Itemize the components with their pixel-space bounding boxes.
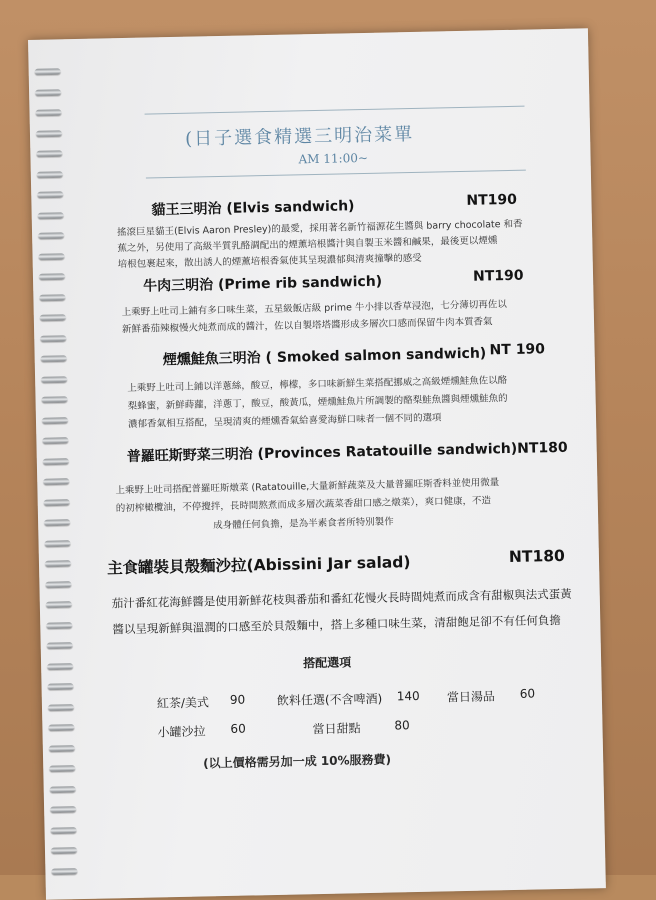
service-charge-note: (以上價格需另加一成 10%服務費) bbox=[203, 752, 392, 771]
binding-ring bbox=[51, 868, 77, 875]
title-bottom-rule bbox=[146, 170, 526, 179]
binding-ring bbox=[35, 68, 61, 75]
title-top-rule bbox=[145, 106, 525, 115]
binding-ring bbox=[36, 130, 62, 137]
item-name-prime-rib: 牛肉三明治 (Prime rib sandwich) bbox=[143, 273, 383, 295]
item-name-jar-salad: 主食罐裝貝殼麵沙拉(Abissini Jar salad) bbox=[106, 553, 411, 578]
item-name-salmon: 煙燻鮭魚三明治 ( Smoked salmon sandwich) bbox=[162, 345, 487, 369]
menu-page bbox=[28, 28, 606, 900]
binding-ring bbox=[50, 786, 76, 793]
binding-ring bbox=[47, 683, 73, 690]
option-price: 60 bbox=[230, 721, 246, 736]
item-price-salmon: NT 190 bbox=[489, 341, 546, 359]
binding-ring bbox=[37, 191, 63, 198]
binding-ring bbox=[41, 396, 67, 403]
binding-ring bbox=[39, 294, 65, 301]
item-price-prime-rib: NT190 bbox=[472, 267, 524, 285]
binding-ring bbox=[45, 581, 71, 588]
item-desc-line: 的初榨橄欖油，不停攪拌，長時間熬煮而成多層次蔬菜香甜口感之燉菜），爽口健康，不造 bbox=[115, 495, 492, 515]
binding-ring bbox=[38, 253, 64, 260]
binding-ring bbox=[50, 806, 76, 813]
binding-ring bbox=[40, 314, 66, 321]
binding-ring bbox=[43, 458, 69, 465]
menu-time: AM 11:00~ bbox=[298, 150, 369, 167]
option-price: 90 bbox=[229, 692, 246, 707]
option-label: 當日湯品 bbox=[446, 689, 496, 705]
item-desc-line: 濃郁香氣相互搭配，呈現清爽的煙燻香氣給喜愛海鮮口味者一個不同的選項 bbox=[127, 412, 442, 430]
binding-ring bbox=[46, 601, 72, 608]
item-desc-line: 搖滾巨星貓王(Elvis Aaron Presley)的最愛，採用著名新竹福源花生醬與 barry chocolate 和香 bbox=[116, 218, 523, 239]
binding-ring bbox=[44, 540, 70, 547]
menu-title: (日子選食精選三明治菜單 bbox=[184, 123, 415, 150]
binding-ring bbox=[44, 519, 70, 526]
option-price: 140 bbox=[396, 688, 420, 704]
item-desc-line: 梨蜂蜜，新鮮蒔蘿，洋蔥丁，酸豆，酸黃瓜，煙燻鮭魚片所調製的酪梨鮭魚醬與煙燻鮭魚的 bbox=[127, 393, 508, 412]
binding-ring bbox=[46, 622, 72, 629]
binding-ring bbox=[36, 150, 62, 157]
binding-ring bbox=[48, 724, 74, 731]
binding-ring bbox=[43, 478, 69, 485]
binding-ring bbox=[45, 560, 71, 567]
option-label: 小罐沙拉 bbox=[157, 724, 206, 740]
binding-ring bbox=[48, 704, 74, 711]
item-desc-line: 醬以呈現新鮮與溫潤的口感至於貝殼麵中，搭上多種口味生菜，清甜飽足卻不有任何負擔 bbox=[112, 612, 561, 637]
binding-ring bbox=[51, 847, 77, 854]
item-desc-line: 蕉之外，另使用了高級半質乳酪調配出的煙薰培根醬汁與自製玉米醬和鹹果，最後更以煙燻 bbox=[117, 235, 498, 255]
item-desc-line: 成身體任何負擔，是為半素食者所特別製作 bbox=[213, 516, 394, 532]
binding-ring bbox=[50, 827, 76, 834]
option-price: 60 bbox=[519, 686, 536, 701]
item-price-elvis: NT190 bbox=[466, 191, 518, 209]
item-desc-line: 上乘野上吐司上鋪有多口味生菜，五星級飯店級 prime 牛小排以香草浸泡，七分薄切再佐以 bbox=[121, 299, 507, 319]
item-desc-line: 上乘野上吐司上鋪以洋蔥絲，酸豆，檸檬，多口味新鮮生菜搭配挪威之高級煙燻鮭魚佐以酪 bbox=[127, 375, 508, 394]
item-desc-line: 上乘野上吐司搭配普羅旺斯燉菜 (Ratatouille,大量新鮮蔬菜及大量普羅旺斯香料並使用微量 bbox=[115, 477, 500, 497]
item-desc-line: 培根包裹起來，散出誘人的煙薰培根香氣使其呈現濃郁與清爽撞擊的感受 bbox=[117, 252, 422, 271]
option-label: 當日甜點 bbox=[312, 721, 361, 737]
binding-ring bbox=[40, 335, 66, 342]
binding-ring bbox=[42, 437, 68, 444]
item-desc-line: 新鮮番茄辣椒慢火炖煮而成的醬汁，佐以自製塔塔醬形成多層次口感而保留牛肉本質香氣 bbox=[121, 316, 493, 336]
item-desc-line: 茄汁番紅花海鮮醬是使用新鮮花枝與番茄和番紅花慢火長時間炖煮而成含有甜椒與法式蛋黃 bbox=[111, 586, 572, 611]
item-name-elvis: 貓王三明治 (Elvis sandwich) bbox=[151, 198, 355, 219]
binding-ring bbox=[35, 109, 61, 116]
binding-ring bbox=[49, 745, 75, 752]
options-heading: 搭配選項 bbox=[302, 655, 352, 671]
option-label: 飲料任選(不含啤酒) bbox=[276, 691, 383, 708]
binding-ring bbox=[49, 765, 75, 772]
option-price: 80 bbox=[394, 718, 410, 733]
binding-ring bbox=[47, 642, 73, 649]
binding-ring bbox=[38, 212, 64, 219]
binding-ring bbox=[35, 89, 61, 96]
binding-ring bbox=[41, 355, 67, 362]
binding-ring bbox=[44, 499, 70, 506]
binding-ring bbox=[37, 171, 63, 178]
option-label: 紅茶/美式 bbox=[156, 695, 210, 711]
binding-ring bbox=[39, 273, 65, 280]
binding-ring bbox=[41, 376, 67, 383]
binding-ring bbox=[47, 663, 73, 670]
binding-ring bbox=[42, 417, 68, 424]
item-price-jar-salad: NT180 bbox=[508, 546, 566, 567]
item-name-ratatouille: 普羅旺斯野菜三明治 (Provinces Ratatouille sandwich)NT180 bbox=[126, 439, 568, 466]
binding-ring bbox=[38, 232, 64, 239]
